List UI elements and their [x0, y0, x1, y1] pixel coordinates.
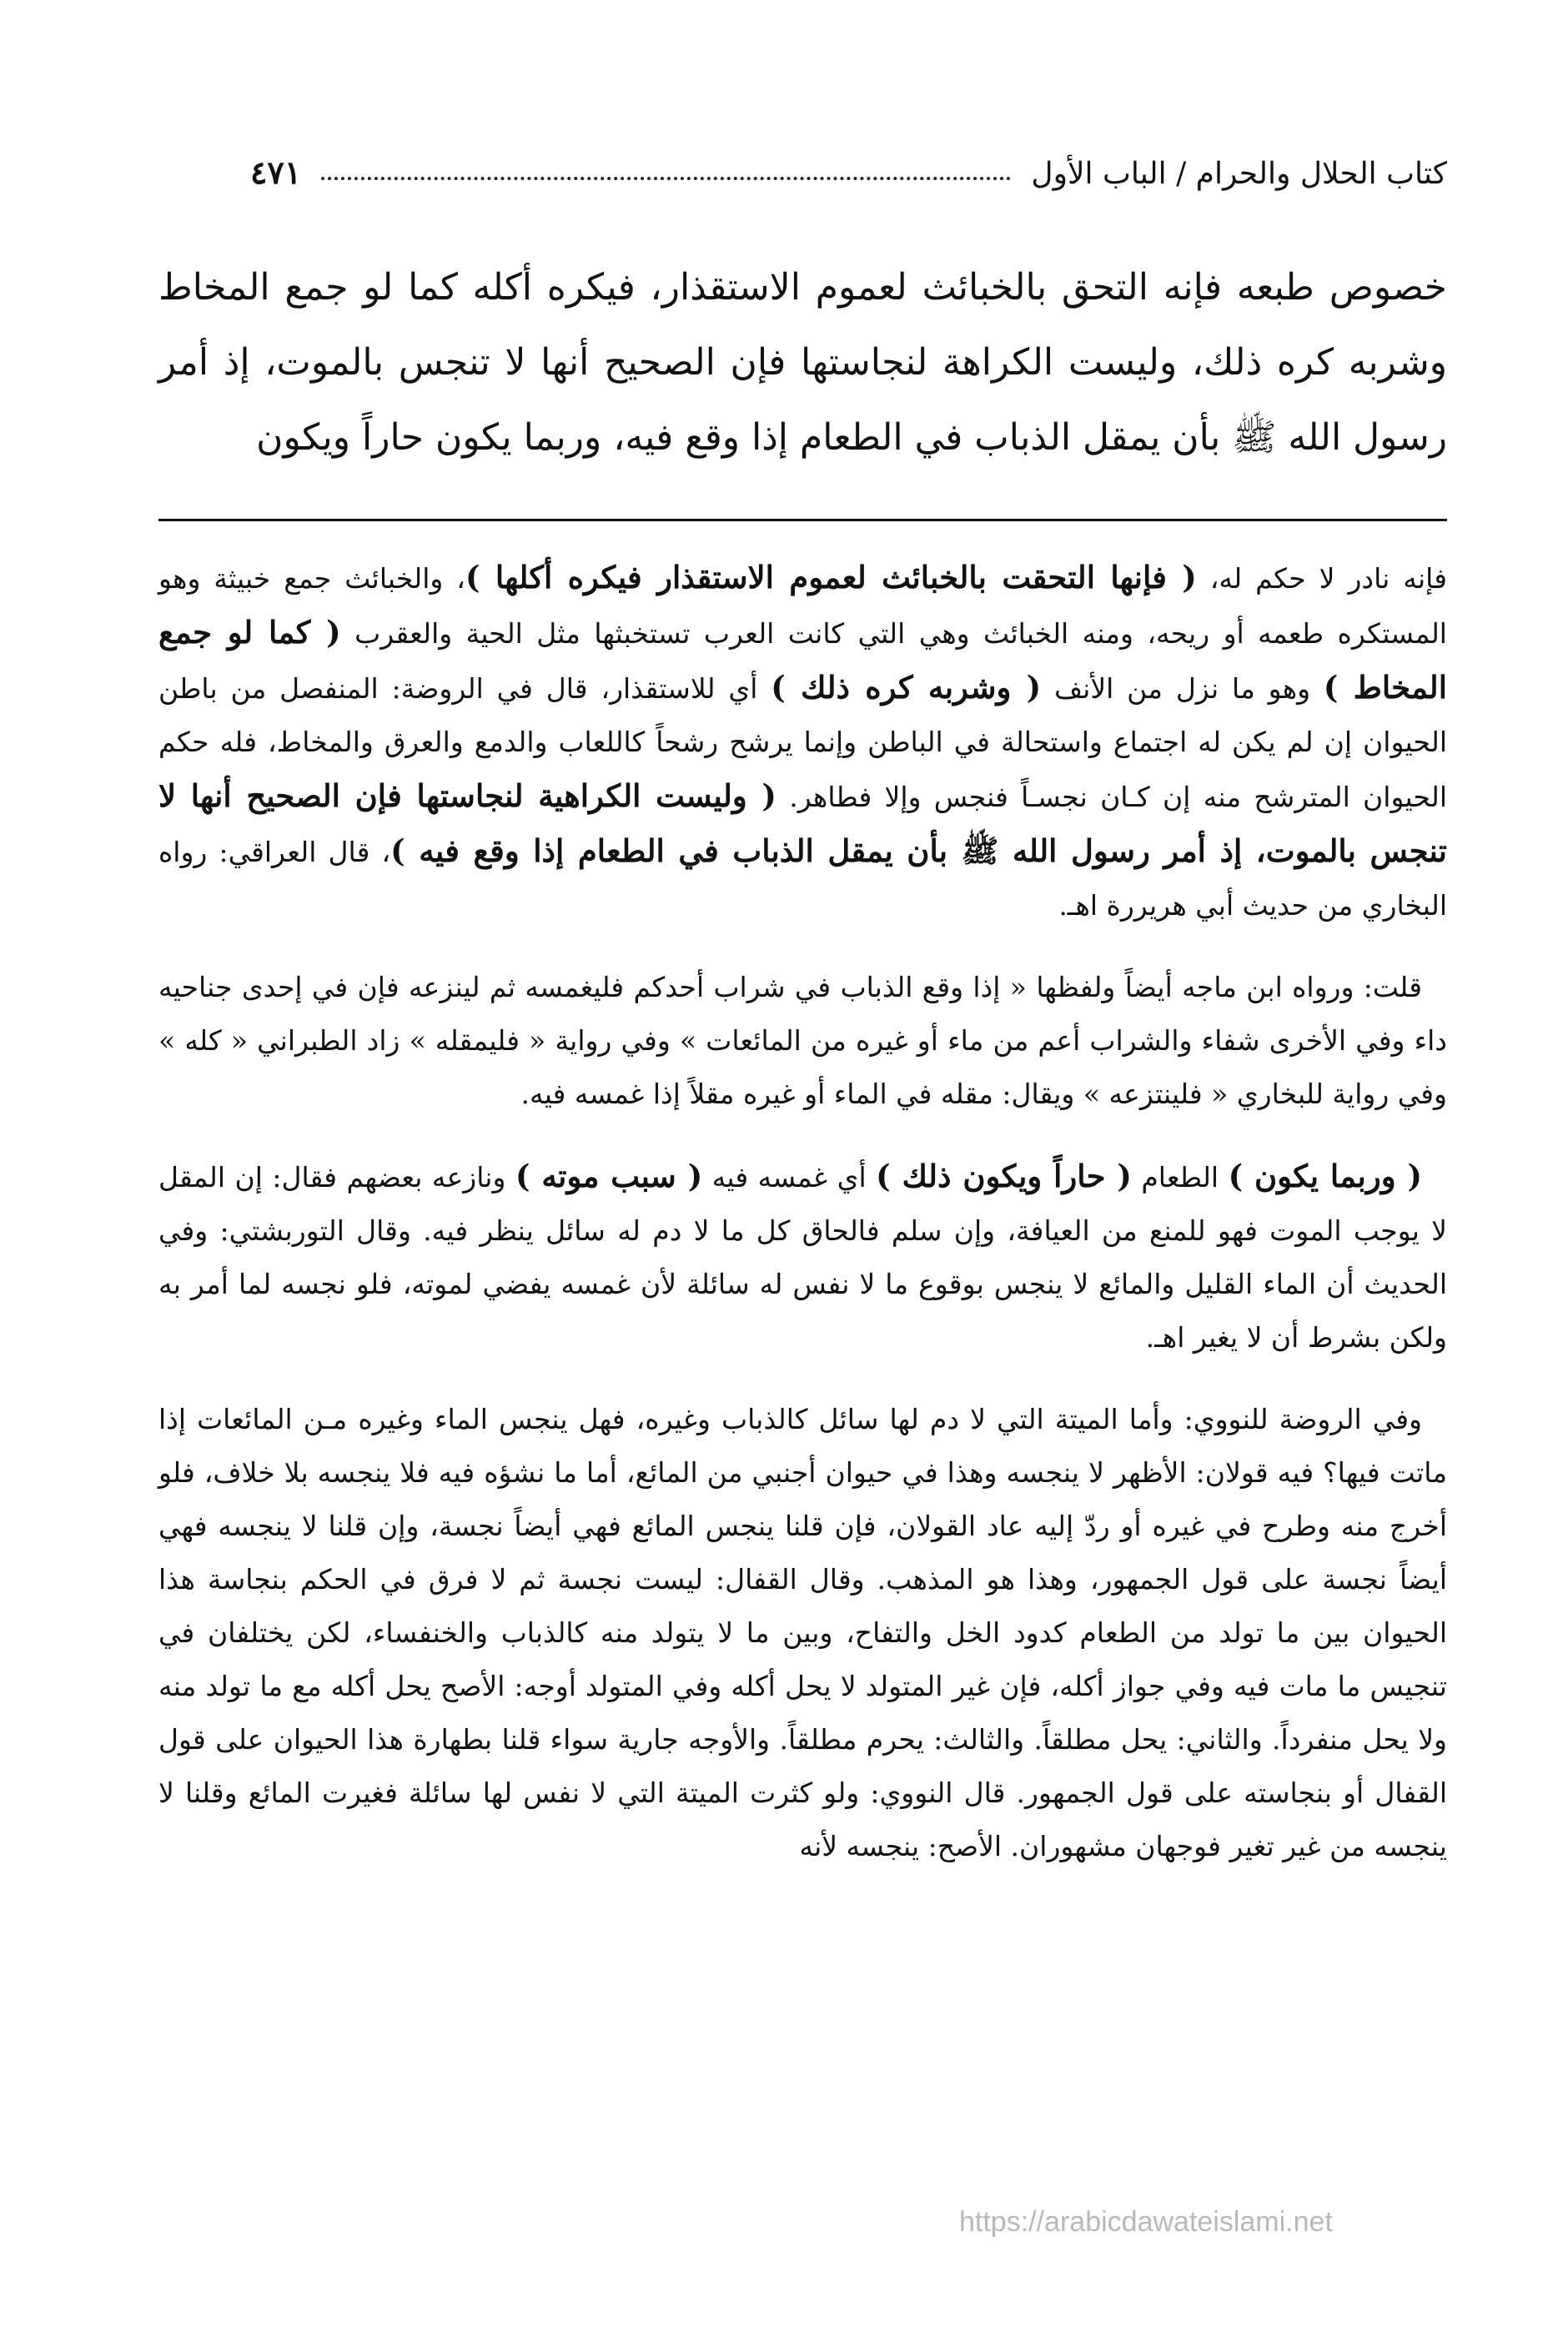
commentary-text: ونازعه بعضهم فقال: إن المقل لا يوجب الموت فهو للمنع من العيافة، وإن سلم فالحاق كل ما لا دم له سائل ينظر فيه. وقال التوربشتي: وفي الحديث أن الماء القليل والمائع لا ينجس بوقوع ما لا نفس له سائلة لأن غمسه يفضي لموته، فلو نجسه لما أمر به ولكن بشرط أن لا يغير اهـ.	[158, 1161, 1447, 1354]
quoted-matn-text: ( وليست الكراهية لنجاستها فإن الصحيح أنها لا تنجس بالموت، إذ أمر رسول الله ﷺ بأن يمقل الذباب في الطعام إذا وقع فيه )	[158, 777, 1447, 869]
quoted-matn-text: ( فإنها التحقت بالخبائث لعموم الاستقذار فيكره أكلها )	[465, 559, 1197, 596]
commentary-text: أي للاستقذار، قال في الروضة: المنفصل من باطن الحيوان إن لم يكن له اجتماع واستحالة في الباطن وإنما يرشح رشحاً كاللعاب والدمع والعرق والمخاط، فله حكم الحيوان المترشح منه إن كـان نجسـاً فنجس وإلا فطاهر.	[158, 672, 1447, 813]
quoted-matn-text: ( كما لو جمع المخاط )	[158, 614, 1447, 706]
quoted-matn-text: ( وربما يكون )	[1228, 1158, 1422, 1194]
commentary-text: وهو ما نزل من الأنف	[1041, 672, 1324, 705]
watermark-url: https://arabicdawateislami.net	[959, 2206, 1333, 2238]
page-number: ٤٧١	[250, 153, 302, 192]
main-text: خصوص طبعه فإنه التحق بالخبائث لعموم الاستقذار، فيكره أكله كما لو جمع المخاط وشربه كره ذلك، وليست الكراهة لنجاستها فإن الصحيح أنها لا تنجس بالموت، إذ أمر رسول الله ﷺ بأن يمقل الذباب في الطعام إذا وقع فيه، وربما يكون حاراً ويكون	[158, 266, 1447, 459]
commentary-text: ، والخبائث جمع خبيثة وهو المستكره طعمه أو ريحه، ومنه الخبائث وهي التي كانت العرب تستخبثها مثل الحية والعقرب	[158, 562, 1447, 650]
running-title: كتاب الحلال والحرام / الباب الأول	[1031, 156, 1447, 191]
commentary	[158, 550, 1447, 1902]
commentary-text: فإنه نادر لا حكم له،	[1196, 562, 1447, 595]
quoted-matn-text: ( سبب موته )	[515, 1158, 703, 1194]
commentary-paragraph-2: قلت: ورواه ابن ماجه أيضاً ولفظها « إذا وقع الذباب في شراب أحدكم فليغمسه ثم لينزعه فإن في إحدى جناحيه داء وفي الأخرى شفاء والشراب أعم من ماء أو غيره من المائعات » وفي رواية « فليمقله » زاد الطبراني « كله » وفي رواية للبخاري « فلينتزعه » ويقال: مقله في الماء أو غيره مقلاً إذا غمسه فيه.	[158, 971, 1447, 1110]
commentary-paragraph-3	[158, 1149, 1447, 1365]
quoted-matn-text: ( وشربه كره ذلك )	[771, 669, 1042, 706]
commentary-paragraph-4: وفي الروضة للنووي: وأما الميتة التي لا دم لها سائل كالذباب وغيره، فهل ينجس الماء وغيره مـن المائعات إذا ماتت فيها؟ فيه قولان: الأظهر لا ينجسه وهذا في حيوان أجنبي من المائع، أما ما نشؤه فيه فلا ينجسه بلا خلاف، فلو أخرج منه وطرح في غيره أو ردّ إليه عاد القولان، فإن قلنا ينجس المائع فهي أيضاً نجسة، وإن قلنا لا ينجسه فهي أيضاً نجسة على قول الجمهور، وهذا هو المذهب. وقال القفال: ليست نجسة ثم لا فرق في الحكم بنجاسة هذا الحيوان بين ما تولد من الطعام كدود الخل والتفاح، وبين ما لا يتولد منه كالذباب والخنفساء، لكن يختلفان في تنجيس ما مات فيه وفي جواز أكله، فإن غير المتولد لا يحل أكله وفي المتولد أوجه: الأصح يحل أكله مع ما تولد منه ولا يحل منفرداً. والثاني: يحل مطلقاً. والثالث: يحرم مطلقاً. والأوجه جارية سواء قلنا بطهارة هذا الحيوان على قول القفال أو بنجاسته على قول الجمهور. قال النووي: ولو كثرت الميتة التي لا نفس لها سائلة فغيرت المائع وقلنا لا ينجسه من غير تغير فوجهان مشهوران. الأصح: ينجسه لأنه	[158, 1403, 1447, 1862]
commentary-text: الطعام	[1131, 1161, 1229, 1194]
commentary-paragraph-1	[158, 550, 1447, 932]
commentary-text: ، قال العراقي: رواه البخاري من حديث أبي هريررة اهـ.	[158, 836, 1447, 922]
header-leader-dots	[321, 177, 1011, 180]
footnote-separator	[158, 519, 1447, 521]
page-header	[250, 142, 1447, 192]
quoted-matn-text: ( حاراً ويكون ذلك )	[876, 1158, 1132, 1194]
commentary-text: أي غمسه فيه	[702, 1161, 877, 1194]
